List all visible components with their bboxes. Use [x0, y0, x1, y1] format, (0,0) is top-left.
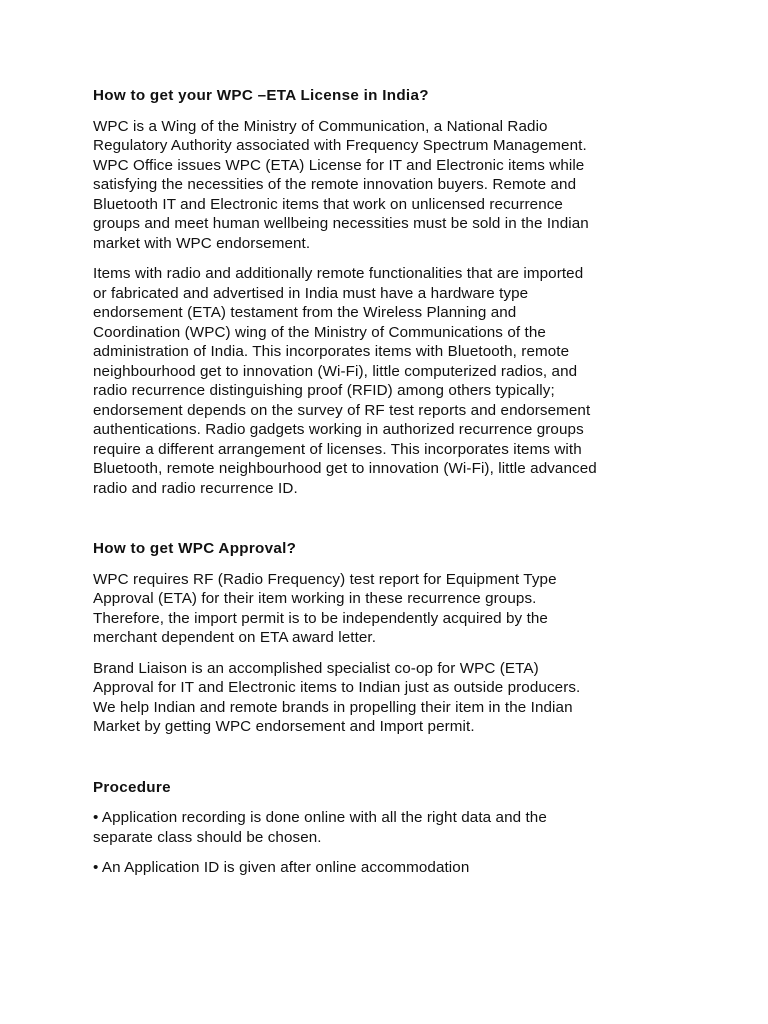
bullet-mark: •	[93, 809, 99, 826]
procedure-bullet-1	[93, 808, 683, 847]
bullet-text: Application recording is done online with all the right data and the separate class should be chosen.	[93, 809, 547, 846]
license-paragraph-2: Items with radio and additionally remote functionalities that are imported or fabricated and advertised in India must have a hardware type endorsement (ETA) testament from the Wireless Planning and Coordination (WPC) wing of the Ministry of Communications of the administration of India. This incorporates items with Bluetooth, remote neighbourhood get to innovation (Wi-Fi), little computerized radios, and radio recurrence distinguishing proof (RFID) among others typically; endorsement depends on the survey of RF test reports and endorsement authentications. Radio gadgets working in authorized recurrence groups require a different arrangement of licenses. This incorporates items with Bluetooth, remote neighbourhood get to innovation (Wi-Fi), little advanced radio and radio recurrence ID.	[93, 265, 597, 497]
license-heading: How to get your WPC –ETA License in India?	[93, 87, 429, 104]
procedure-bullet-2	[93, 858, 683, 878]
bullet-mark: •	[93, 859, 99, 876]
document-page	[93, 86, 683, 889]
section-spacer	[93, 748, 683, 778]
license-paragraph-1: WPC is a Wing of the Ministry of Communication, a National Radio Regulatory Authority associated with Frequency Spectrum Management. WPC Office issues WPC (ETA) License for IT and Electronic items while satisfying the necessities of the remote innovation buyers. Remote and Bluetooth IT and Electronic items that work on unlicensed recurrence groups and meet human wellbeing necessities must be sold in the Indian market with WPC endorsement.	[93, 117, 589, 252]
approval-heading: How to get WPC Approval?	[93, 540, 297, 557]
procedure-heading: Procedure	[93, 778, 171, 796]
bullet-text: An Application ID is given after online accommodation	[98, 859, 470, 876]
approval-paragraph-2: Brand Liaison is an accomplished specialist co-op for WPC (ETA) Approval for IT and Electronic items to Indian just as outside producers. We help Indian and remote brands in propelling their item in the Indian Market by getting WPC endorsement and Import permit.	[93, 659, 581, 735]
approval-paragraph-1: WPC requires RF (Radio Frequency) test report for Equipment Type Approval (ETA) for their item working in these recurrence groups. Therefore, the import permit is to be independently acquired by the merchant dependent on ETA award letter.	[93, 570, 557, 646]
section-spacer	[93, 509, 683, 539]
